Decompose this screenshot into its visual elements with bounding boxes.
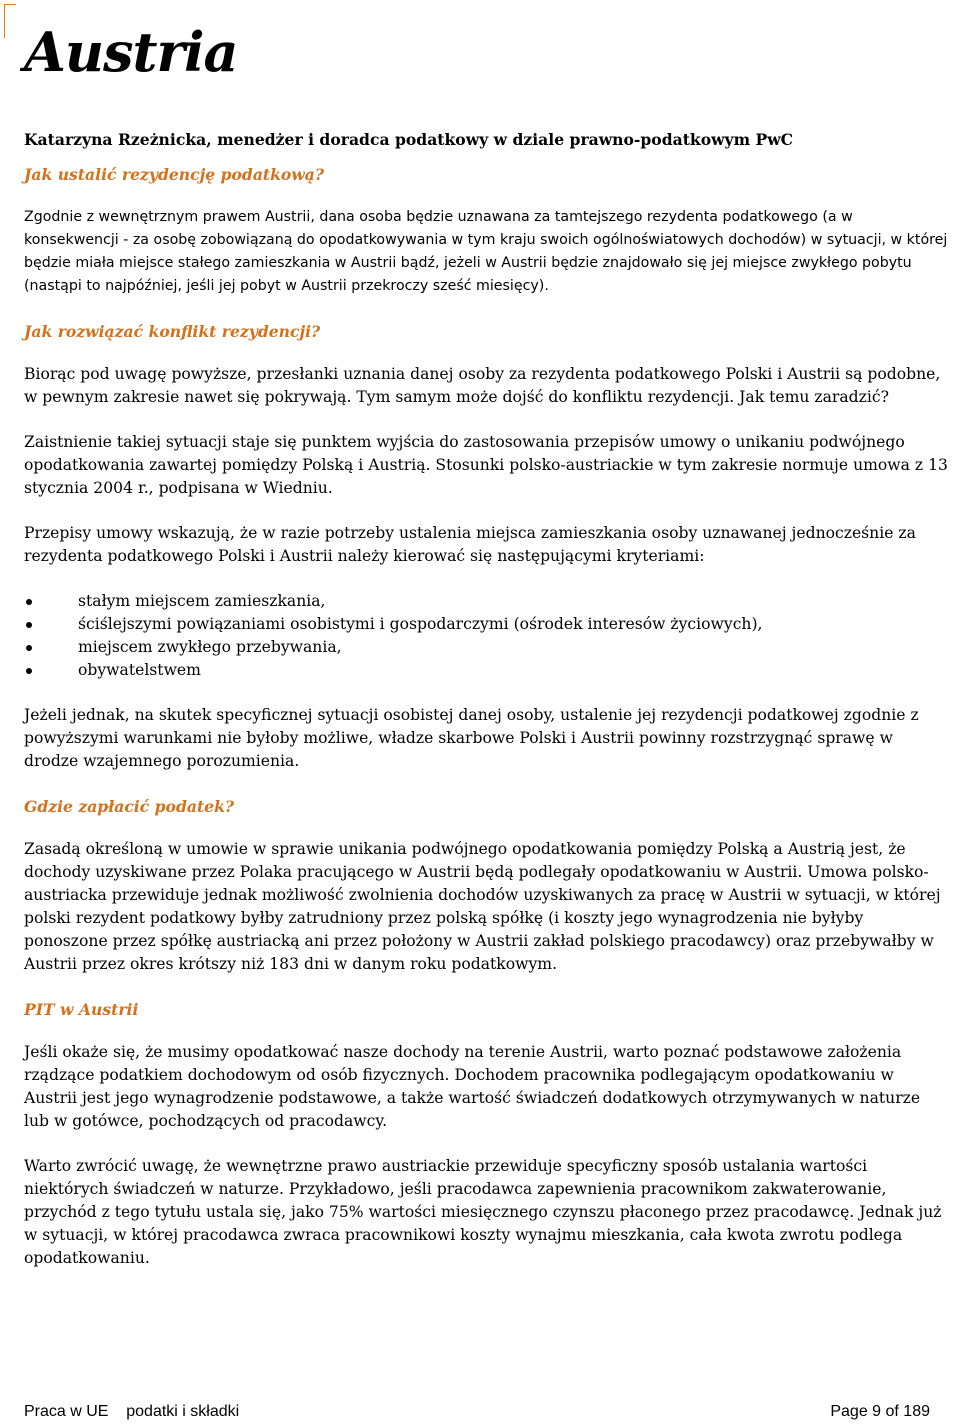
criteria-text: obywatelstwem bbox=[78, 661, 201, 679]
paragraph-benefits-in-kind: Warto zwrócić uwagę, że wewnętrzne prawo austriackie przewiduje specyficzny sposób ustalania wartości niektórych świadczeń w naturze. Przykładowo, jeśli pracodawca zapewnienia pracownikom zakwaterowanie, przychód z tego tytułu ustala się, jako 75% wartości miesięcznego czynszu płaconego przez pracodawcę. Jednak już w sytuacji, w której pracodawca zwraca pracownikowi koszty wynajmu mieszkania, cała kwota zwrotu podlega opodatkowaniu. bbox=[24, 1157, 942, 1267]
criteria-text: miejscem zwykłego przebywania, bbox=[78, 638, 342, 656]
bullet-icon bbox=[26, 645, 32, 651]
author-line: Katarzyna Rzeżnicka, menedżer i doradca podatkowy w dziale prawno-podatkowym PwC bbox=[24, 130, 794, 149]
list-item bbox=[24, 613, 949, 636]
paragraph-where-pay: Zasadą określoną w umowie w sprawie unikania podwójnego opodatkowania pomiędzy Polską a Austrią jest, że dochody uzyskiwane przez Polaka pracującego w Austrii będą podlegały opodatkowaniu w Austrii. Umowa polsko-austriacka przewiduje jednak możliwość zwolnienia dochodów uzyskiwanych za pracę w Austrii w sytuacji, w której polski rezydent podatkowy byłby zatrudniony przez polską spółkę (i koszty jego wynagrodzenia nie byłyby ponoszone przez spółkę austriacką ani przez położony w Austrii zakład polskiego pracodawcy) oraz przebywałby w Austrii przez okres krótszy niż 183 dni w danym roku podatkowym. bbox=[24, 840, 941, 973]
page-title: Austria bbox=[24, 20, 238, 84]
document-body bbox=[24, 128, 949, 1292]
bullet-icon bbox=[26, 668, 32, 674]
heading-where-pay: Gdzie zapłacić podatek? bbox=[24, 797, 235, 816]
paragraph-residency: Zgodnie z wewnętrznym prawem Austrii, dana osoba będzie uznawana za tamtejszego rezydenta podatkowego (a w konsekwencji - za osobę zobowiązaną do opodatkowywania w tym kraju swoich ogólnoświatowych dochodów) w sytuacji, w której będzie miała miejsce stałego zamieszkania w Austrii bądź, jeżeli w Austrii będzie znajdowało się jej miejsce zwykłego pobytu (nastąpi to najpóźniej, jeśli jej pobyt w Austrii przekroczy sześć miesięcy). bbox=[24, 209, 948, 294]
heading-residency: Jak ustalić rezydencję podatkową? bbox=[24, 165, 324, 184]
bullet-icon bbox=[26, 599, 32, 605]
heading-residency-conflict: Jak rozwiązać konflikt rezydencji? bbox=[24, 322, 321, 341]
list-item bbox=[24, 636, 949, 659]
page-number: Page 9 of 189 bbox=[830, 1403, 930, 1420]
paragraph-criteria-intro: Przepisy umowy wskazują, że w razie potrzeby ustalenia miejsca zamieszkania osoby uznawanej jednocześnie za rezydenta podatkowego Polski i Austrii należy kierować się następującymi kryteriami: bbox=[24, 524, 916, 565]
criteria-list bbox=[24, 590, 949, 682]
page-footer bbox=[24, 1402, 930, 1422]
list-item bbox=[24, 590, 949, 613]
paragraph-treaty: Zaistnienie takiej sytuacji staje się punktem wyjścia do zastosowania przepisów umowy o unikaniu podwójnego opodatkowania zawartej pomiędzy Polską i Austrią. Stosunki polsko-austriackie w tym zakresie normuje umowa z 13 stycznia 2004 r., podpisana w Wiedniu. bbox=[24, 433, 948, 497]
heading-pit: PIT w Austrii bbox=[24, 1000, 139, 1019]
criteria-text: stałym miejscem zamieszkania, bbox=[78, 592, 326, 610]
bullet-icon bbox=[26, 622, 32, 628]
paragraph-mutual-agreement: Jeżeli jednak, na skutek specyficznej sytuacji osobistej danej osoby, ustalenie jej rezydencji podatkowej zgodnie z powyższymi warunkami nie byłoby możliwe, władze skarbowe Polski i Austrii powinny rozstrzygnąć sprawę w drodze wzajemnego porozumienia. bbox=[24, 706, 919, 770]
paragraph-pit: Jeśli okaże się, że musimy opodatkować nasze dochody na terenie Austrii, warto poznać podstawowe założenia rządzące podatkiem dochodowym od osób fizycznych. Dochodem pracownika podlegającym opodatkowaniu w Austrii jest jego wynagrodzenie podstawowe, a także wartość świadczeń dodatkowych otrzymywanych w naturze lub w gotówce, pochodzących od pracodawcy. bbox=[24, 1043, 921, 1130]
corner-mark bbox=[4, 4, 5, 38]
criteria-text: ściślejszymi powiązaniami osobistymi i gospodarczymi (ośrodek interesów życiowych), bbox=[78, 615, 763, 633]
list-item bbox=[24, 659, 949, 682]
footer-title: Praca w UE podatki i składki bbox=[24, 1403, 240, 1420]
paragraph-conflict: Biorąc pod uwagę powyższe, przesłanki uznania danej osoby za rezydenta podatkowego Polski i Austrii są podobne, w pewnym zakresie nawet się pokrywają. Tym samym może dojść do konfliktu rezydencji. Jak temu zaradzić? bbox=[24, 365, 941, 406]
